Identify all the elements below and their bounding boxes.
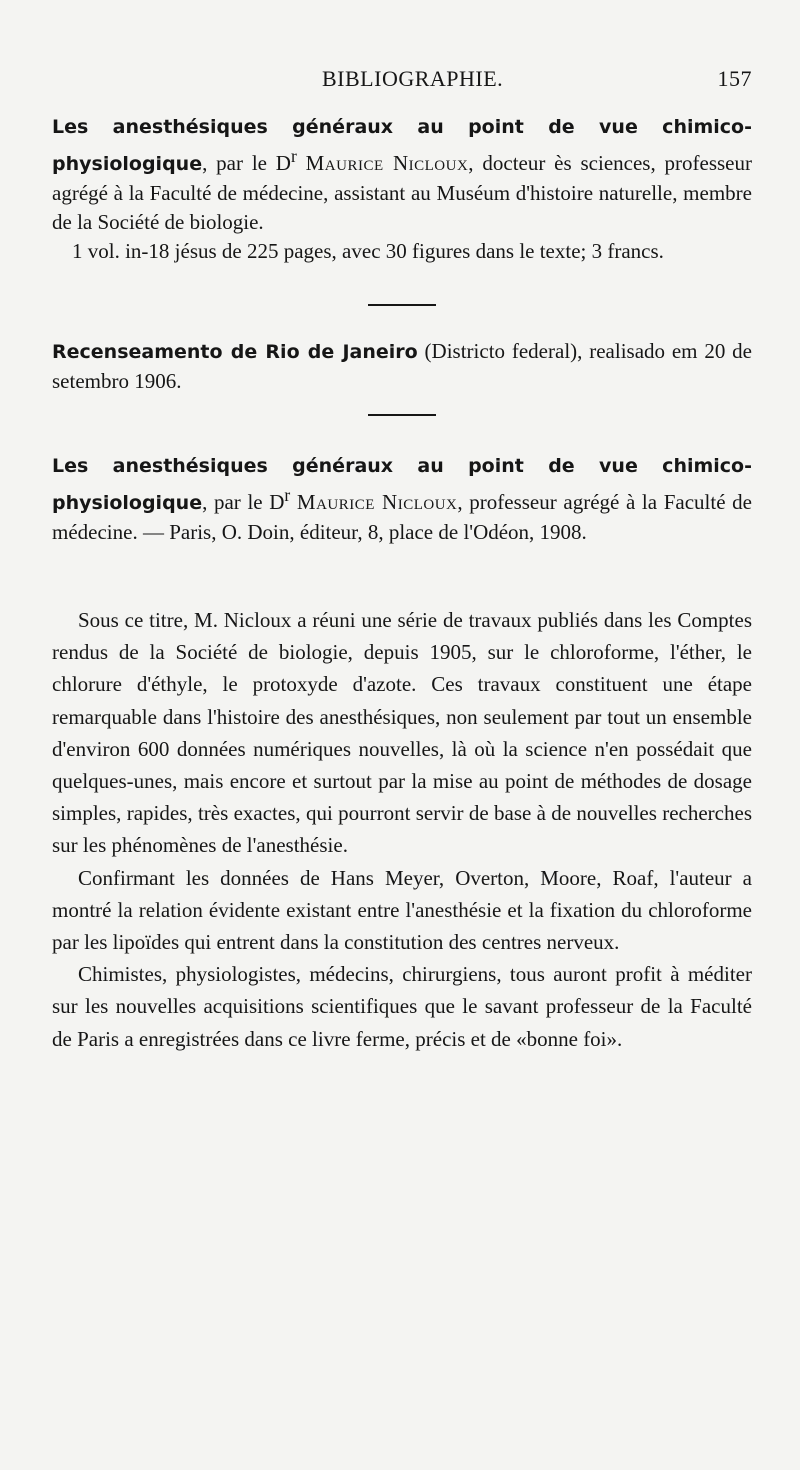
section-divider xyxy=(368,414,436,416)
review-paragraph: Sous ce titre, M. Nicloux a réuni une série de travaux publiés dans les Comptes rendus de la Société de biologie, depuis 1905, sur le chloroforme, l'éther, le chlorure d'éthyle, le protoxyde d'azote. Ces travaux constituent une étape remarquable dans l'histoire des anesthésiques, non seulement par tout un ensemble d'environ 600 données numériques nouvelles, là où la science n'en possédait que quelques-unes, mais encore et surtout par la mise au point de méthodes de dosage simples, rapides, très exactes, qui pourront servir de base à de nouvelles recherches sur les phénomènes de l'anesthésie. xyxy=(52,608,752,858)
review-text xyxy=(52,604,752,1055)
entry-publication-detail: 1 vol. in-18 jésus de 225 pages, avec 30 figures dans le texte; 3 francs. xyxy=(72,239,664,263)
page-number: 157 xyxy=(717,66,752,91)
entry-description: , docteur ès sciences, professeur agrégé à la Faculté de médecine, assistant au Muséum d'histoire naturelle, membre de la Société de biologie. xyxy=(52,151,752,234)
entry-description: , professeur agrégé à la Faculté de médecine. — Paris, O. Doin, éditeur, 8, place de l'Odéon, 1908. xyxy=(52,490,753,544)
entry-title: Les anesthésiques généraux au point de vue chimico-physiologique xyxy=(52,116,752,175)
entry-author: Maurice Nicloux xyxy=(296,490,458,514)
entry-title: Les anesthésiques généraux au point de vue chimico-physiologique xyxy=(52,455,752,514)
bibliography-entry-2 xyxy=(52,337,752,396)
entry-description: (Districto federal), realisado em 20 de setembro 1906. xyxy=(52,339,752,393)
review-paragraph: Chimistes, physiologistes, médecins, chirurgiens, tous auront profit à méditer sur les nouvelles acquisitions scientifiques que le savant professeur de la Faculté de Paris a enregistrées dans ce livre ferme, précis et de «bonne foi». xyxy=(52,962,752,1051)
page-header xyxy=(52,62,752,98)
entry-title-abbrev: r xyxy=(284,485,291,505)
section-divider xyxy=(368,304,436,306)
entry-by: , par le D xyxy=(202,490,285,514)
entry-title: Recenseamento de Rio de Janeiro xyxy=(52,341,418,363)
review-paragraph: Confirmant les données de Hans Meyer, Overton, Moore, Roaf, l'auteur a montré la relation évidente existant entre l'anesthésie et la fixation du chloroforme par les lipoïdes qui entrent dans la constitution des centres nerveux. xyxy=(52,865,752,955)
entry-author: Maurice Nicloux xyxy=(305,151,469,175)
entry-by: , par le D xyxy=(202,151,291,175)
bibliography-entry-3 xyxy=(52,451,752,547)
entry-title-abbrev: r xyxy=(290,146,297,166)
running-title: BIBLIOGRAPHIE. xyxy=(322,66,504,91)
bibliography-entry-1 xyxy=(52,112,752,266)
